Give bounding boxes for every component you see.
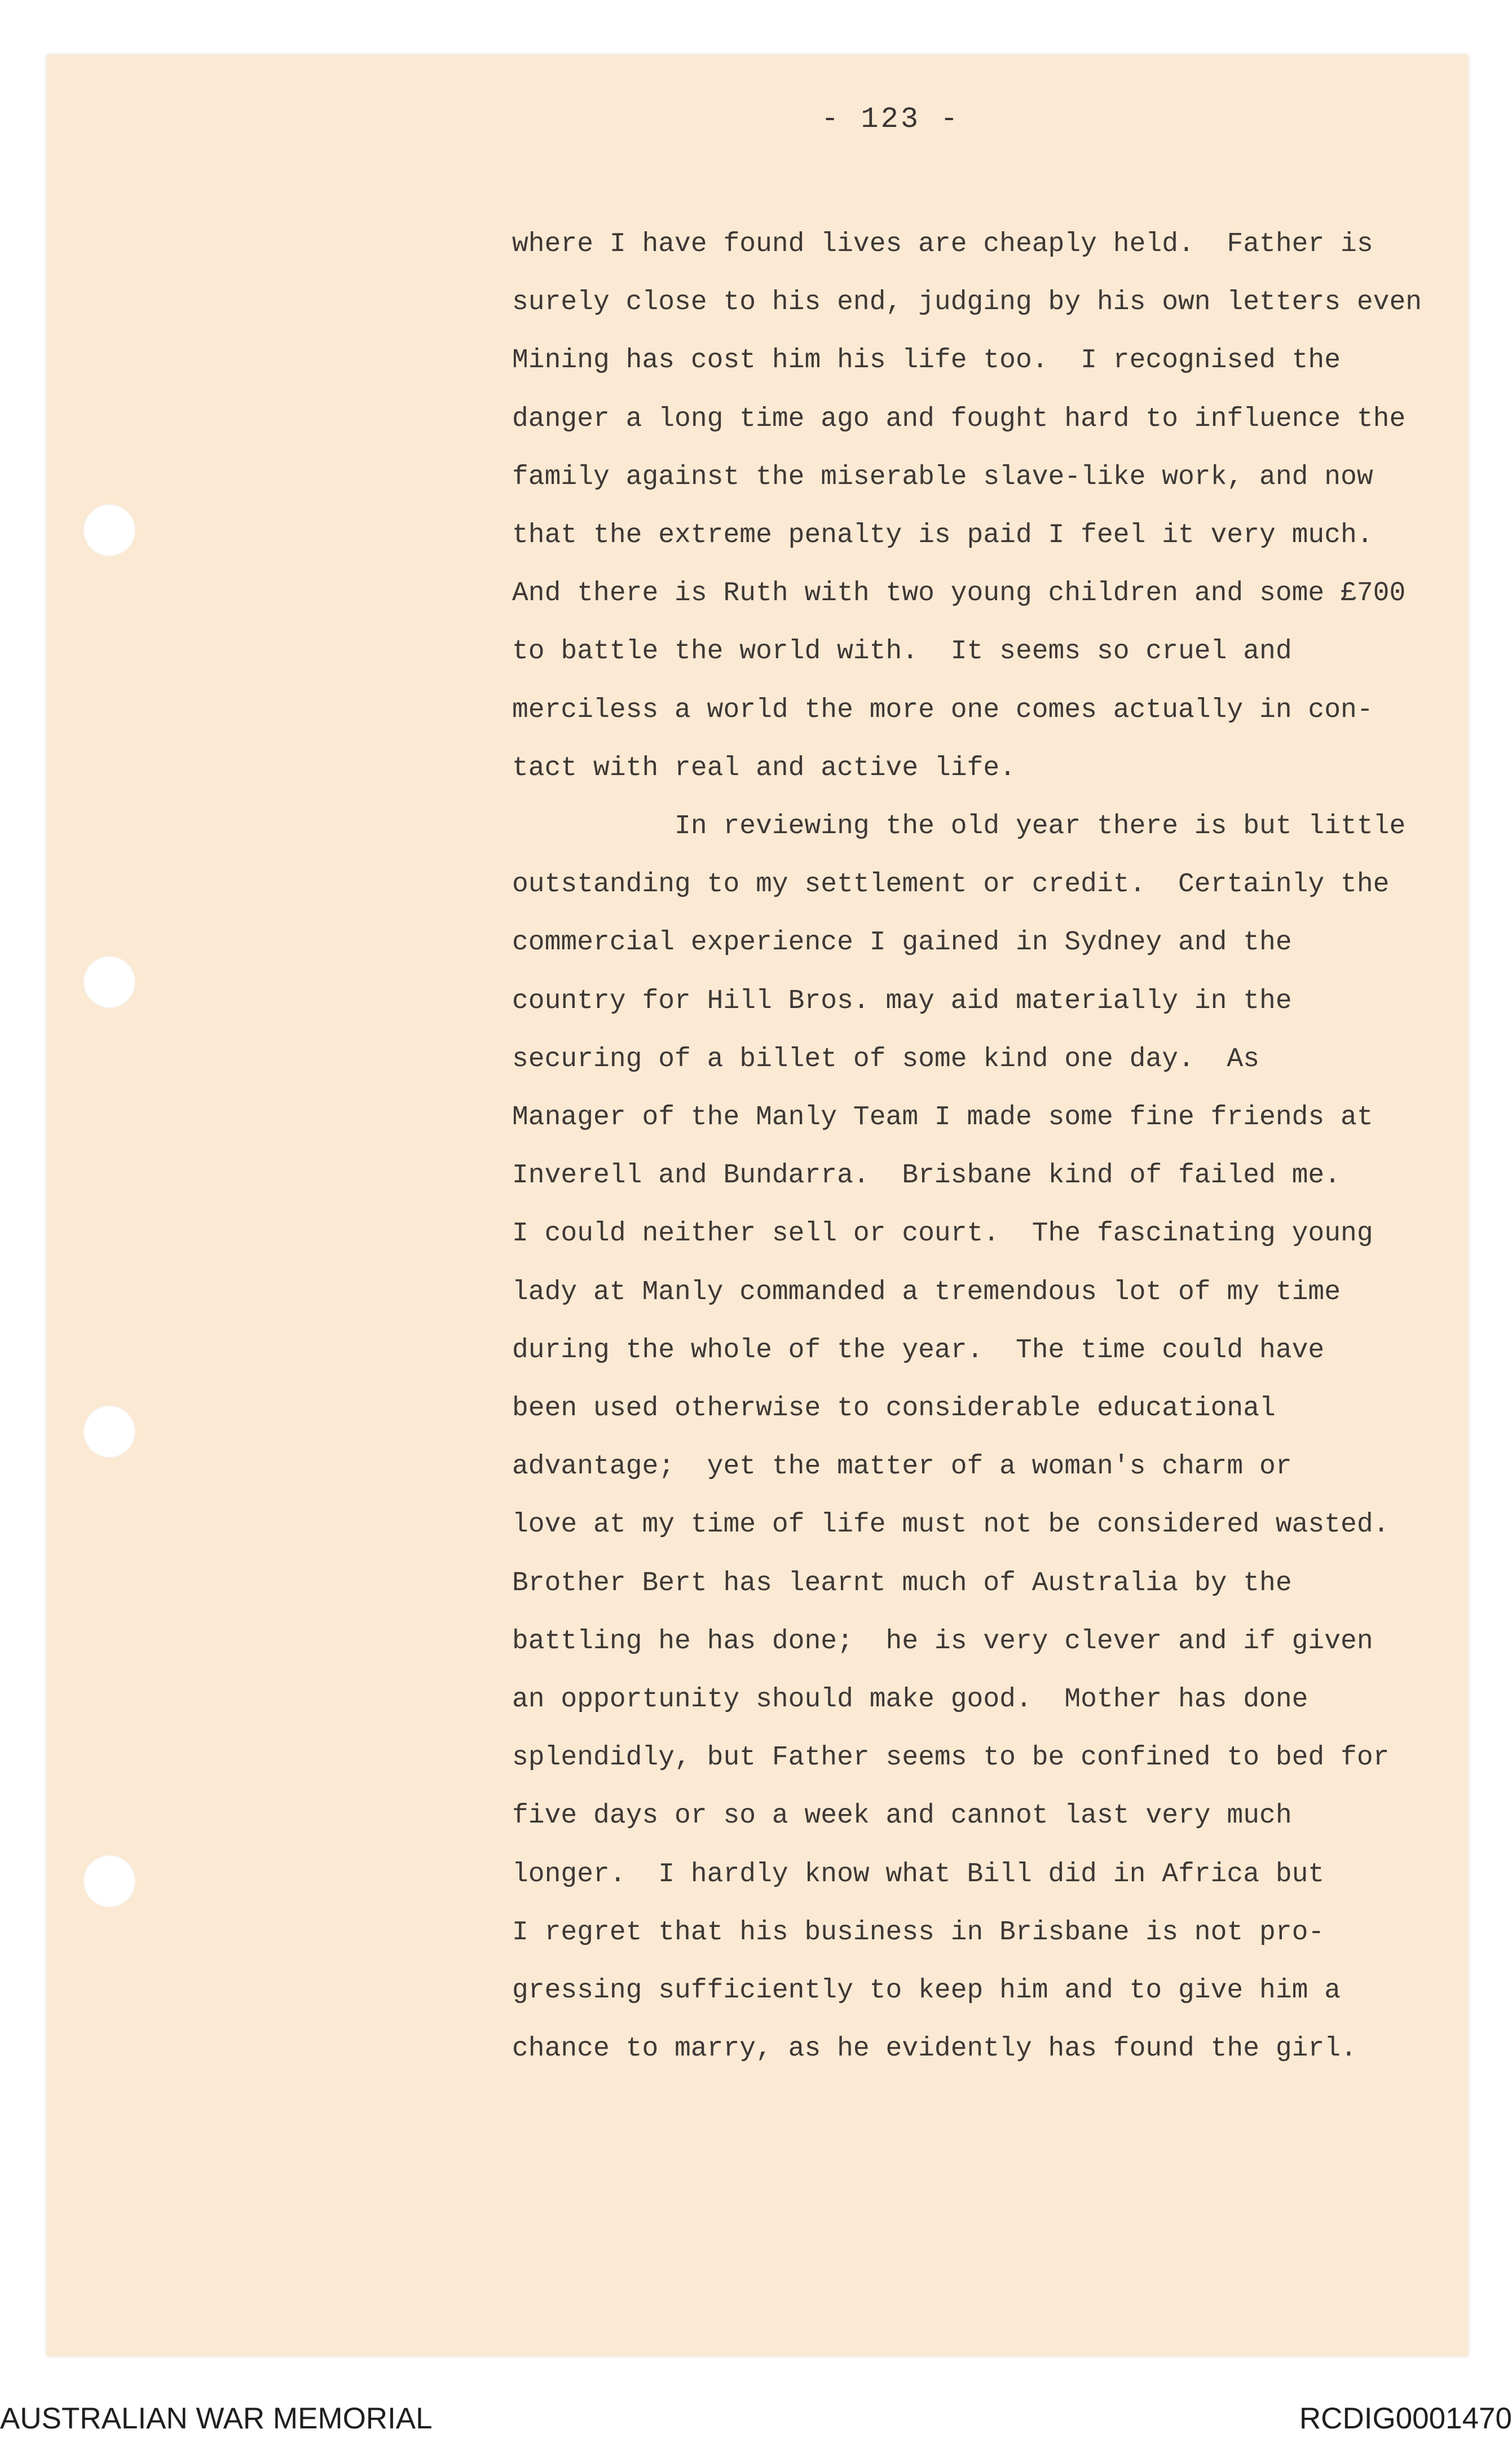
text-line: an opportunity should make good. Mother has done	[512, 1684, 1308, 1715]
text-line: gressing sufficiently to keep him and to give him a	[512, 1975, 1341, 2006]
footer-institution: AUSTRALIAN WAR MEMORIAL	[0, 2402, 433, 2435]
text-line: surely close to his end, judging by his own letters even	[512, 287, 1422, 318]
text-line: danger a long time ago and fought hard to influence the	[512, 403, 1406, 434]
text-line: commercial experience I gained in Sydney and the	[512, 927, 1292, 958]
text-line: love at my time of life must not be considered wasted.	[512, 1509, 1390, 1541]
punch-hole	[83, 504, 135, 556]
text-line: And there is Ruth with two young children and some £700	[512, 578, 1406, 609]
text-line: Brother Bert has learnt much of Australia by the	[512, 1568, 1292, 1599]
text-line: I could neither sell or court. The fascinating young	[512, 1218, 1373, 1249]
text-line: where I have found lives are cheaply held. Father is	[512, 229, 1373, 259]
text-line: In reviewing the old year there is but little	[512, 811, 1406, 842]
text-line: that the extreme penalty is paid I feel it very much.	[512, 520, 1373, 551]
text-line: merciless a world the more one comes actually in con-	[512, 694, 1373, 725]
punch-hole	[83, 956, 135, 1008]
document-page	[47, 55, 1468, 2356]
text-line: longer. I hardly know what Bill did in Africa but	[512, 1859, 1325, 1890]
footer-record-id: RCDIG0001470	[1299, 2402, 1512, 2435]
text-line: chance to marry, as he evidently has found the girl.	[512, 2034, 1357, 2065]
text-line: Inverell and Bundarra. Brisbane kind of failed me.	[512, 1160, 1341, 1191]
text-line: been used otherwise to considerable educational	[512, 1393, 1276, 1424]
text-line: tact with real and active life.	[512, 752, 1016, 784]
text-line: to battle the world with. It seems so cruel and	[512, 636, 1292, 667]
text-line: outstanding to my settlement or credit. Certainly the	[512, 869, 1390, 900]
punch-hole	[83, 1406, 135, 1458]
text-line: splendidly, but Father seems to be confined to bed for	[512, 1742, 1390, 1773]
text-line: during the whole of the year. The time could have	[512, 1335, 1325, 1366]
text-line: Mining has cost him his life too. I recognised the	[512, 345, 1341, 376]
page-number: - 123 -	[821, 103, 960, 136]
text-line: securing of a billet of some kind one day. As	[512, 1044, 1260, 1075]
text-line: battling he has done; he is very clever and if given	[512, 1626, 1373, 1657]
text-line: lady at Manly commanded a tremendous lot of my time	[512, 1277, 1341, 1308]
punch-hole	[83, 1855, 135, 1907]
text-line: Manager of the Manly Team I made some fine friends at	[512, 1102, 1373, 1133]
text-line: country for Hill Bros. may aid materially in the	[512, 985, 1292, 1016]
text-line: five days or so a week and cannot last very much	[512, 1801, 1292, 1832]
text-line: I regret that his business in Brisbane is not pro-	[512, 1917, 1325, 1948]
text-line: advantage; yet the matter of a woman's charm or	[512, 1451, 1292, 1482]
text-line: family against the miserable slave-like work, and now	[512, 461, 1373, 492]
